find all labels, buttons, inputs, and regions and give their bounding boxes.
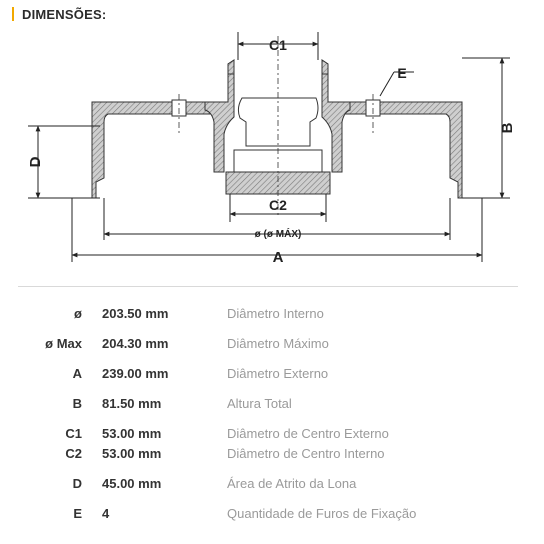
spec-key: C1 (65, 426, 82, 441)
spec-key: B (72, 396, 82, 411)
right-wall (324, 102, 462, 198)
spec-key: ø Max (45, 336, 82, 351)
spec-key: ø (74, 306, 82, 321)
top-flange-right (322, 60, 328, 74)
spec-description: Diâmetro de Centro Interno (227, 446, 385, 461)
spec-row (0, 395, 544, 413)
top-flange-left (228, 60, 234, 74)
accent-bar (12, 7, 14, 21)
spec-key: A (72, 366, 82, 381)
spec-row (0, 365, 544, 383)
spec-value: 239.00 mm (102, 366, 169, 381)
label-b: B (499, 122, 516, 134)
spec-description: Diâmetro Externo (227, 366, 329, 381)
spec-value: 53.00 mm (102, 446, 162, 461)
section-header (12, 5, 106, 23)
spec-description: Quantidade de Furos de Fixação (227, 506, 417, 521)
spec-value: 4 (102, 506, 110, 521)
spec-value: 45.00 mm (102, 476, 162, 491)
spec-key: D (72, 476, 82, 491)
spec-value: 81.50 mm (102, 396, 162, 411)
spec-key: C2 (65, 446, 82, 461)
spec-key: E (73, 506, 82, 521)
section-title: DIMENSÕES: (22, 6, 107, 22)
label-d: D (27, 156, 44, 168)
label-e: E (397, 65, 407, 81)
label-c2: C2 (269, 197, 287, 213)
spec-description: Diâmetro de Centro Externo (227, 426, 389, 441)
divider (18, 286, 518, 287)
spec-description: Altura Total (227, 396, 292, 411)
left-wall (92, 102, 232, 198)
left-hub (205, 60, 234, 172)
brake-drum-diagram (0, 22, 544, 286)
spec-row (0, 335, 544, 353)
spec-row (0, 305, 544, 323)
label-phi: ø (ø MÁX) (254, 229, 302, 240)
spec-row (0, 505, 544, 523)
spec-description: Diâmetro Máximo (227, 336, 329, 351)
spec-row (0, 445, 544, 463)
spec-value: 203.50 mm (102, 306, 169, 321)
label-a: A (272, 249, 284, 266)
spec-value: 204.30 mm (102, 336, 169, 351)
spec-row (0, 425, 544, 443)
right-hub (322, 60, 350, 172)
spec-description: Área de Atrito da Lona (227, 476, 357, 491)
spec-value: 53.00 mm (102, 426, 162, 441)
label-c1: C1 (269, 37, 287, 53)
spec-description: Diâmetro Interno (227, 306, 324, 321)
spec-row (0, 475, 544, 493)
